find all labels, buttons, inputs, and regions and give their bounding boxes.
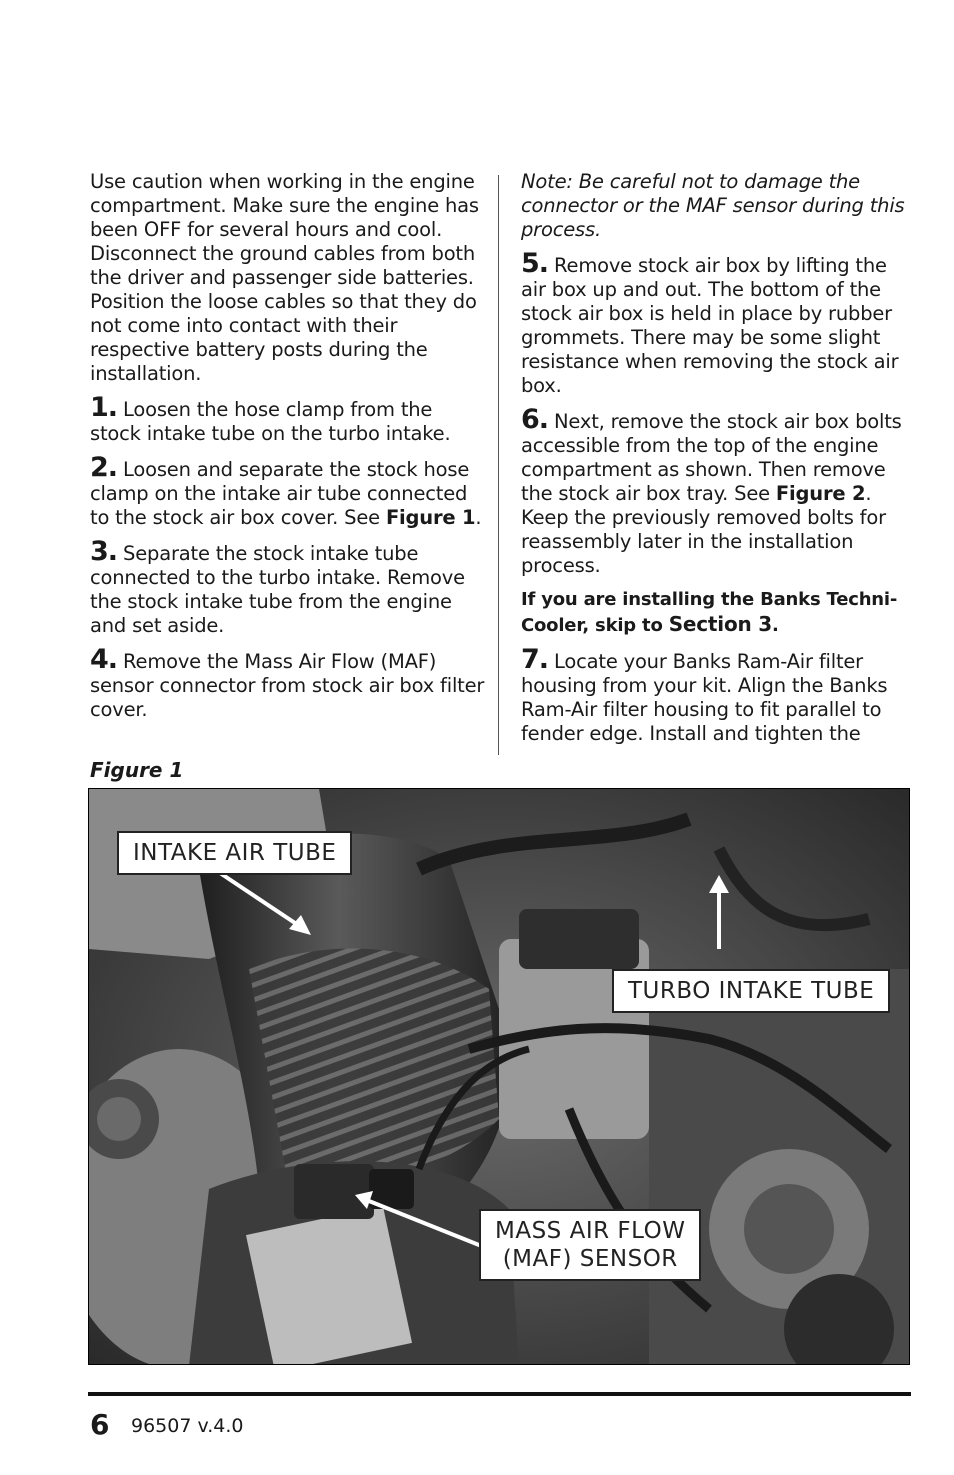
- footer-rule: [88, 1392, 911, 1396]
- step-text: Loosen the hose clamp from the stock intake tube on the turbo intake.: [90, 398, 451, 445]
- step-5: [521, 248, 916, 398]
- figure-reference: Figure 2: [775, 482, 866, 505]
- step-text: Remove the Mass Air Flow (MAF) sensor connector from stock air box filter cover.: [90, 650, 485, 721]
- column-divider: [498, 175, 499, 755]
- document-id: 96507 v.4.0: [131, 1415, 244, 1437]
- figure-1-photo: [88, 788, 910, 1365]
- step-7: [521, 644, 916, 746]
- techni-text-end: .: [772, 615, 779, 636]
- step-text: Separate the stock intake tube connected to the turbo intake. Remove the stock intake tube from the engine and set aside.: [90, 542, 465, 637]
- techni-text: If you are installing the Banks Techni-Cooler, skip to: [521, 589, 898, 636]
- note-paragraph: Note: Be careful not to damage the connector or the MAF sensor during this process.: [521, 170, 905, 241]
- figure-caption: Figure 1: [90, 758, 184, 782]
- step-number: 6.: [521, 404, 549, 435]
- step-2: [90, 452, 485, 530]
- step-4: [90, 644, 485, 722]
- step-1: [90, 392, 485, 446]
- step-text: Loosen and separate the stock hose clamp on the intake air tube connected to the stock air box cover. See: [90, 458, 470, 529]
- step-text: Locate your Banks Ram-Air filter housing from your kit. Align the Banks Ram-Air filter housing to fit parallel to fender edge. Install and tighten the: [521, 650, 888, 745]
- step-number: 7.: [521, 644, 549, 675]
- step-number: 2.: [90, 452, 118, 483]
- step-6: [521, 404, 916, 578]
- step-number: 1.: [90, 392, 118, 423]
- page-number: 6: [90, 1408, 110, 1441]
- callout-maf-sensor: [479, 1209, 701, 1281]
- intro-paragraph: Use caution when working in the engine compartment. Make sure the engine has been OFF for several hours and cool. Disconnect the ground cables from both the driver and passenger side batteries. Position the loose cables so that they do not come into contact with their respective battery posts during the installation.: [90, 170, 479, 385]
- callout-turbo-intake-tube: TURBO INTAKE TUBE: [612, 969, 890, 1013]
- step-text-end: . Keep the previously removed bolts for reassembly later in the installation process.: [521, 482, 886, 577]
- step-number: 5.: [521, 248, 549, 279]
- step-text: Remove stock air box by lifting the air box up and out. The bottom of the stock air box is held in place by rubber grommets. There may be some slight resistance when removing the stock air box.: [521, 254, 899, 397]
- callout-intake-air-tube: INTAKE AIR TUBE: [117, 831, 352, 875]
- figure-reference: Figure 1: [385, 506, 476, 529]
- step-number: 3.: [90, 536, 118, 567]
- step-text-end: .: [475, 506, 482, 529]
- callout-maf-line-1: MASS AIR FLOW: [495, 1218, 686, 1244]
- left-column: [90, 170, 485, 732]
- callout-maf-line-2: (MAF) SENSOR: [502, 1246, 678, 1272]
- right-column: [521, 170, 916, 756]
- techni-cooler-note: [521, 588, 916, 638]
- step-text: Next, remove the stock air box bolts accessible from the top of the engine compartment as shown. Then remove the stock air box tray. See: [521, 410, 902, 505]
- step-3: [90, 536, 485, 638]
- step-number: 4.: [90, 644, 118, 675]
- section-reference: Section 3: [668, 612, 773, 636]
